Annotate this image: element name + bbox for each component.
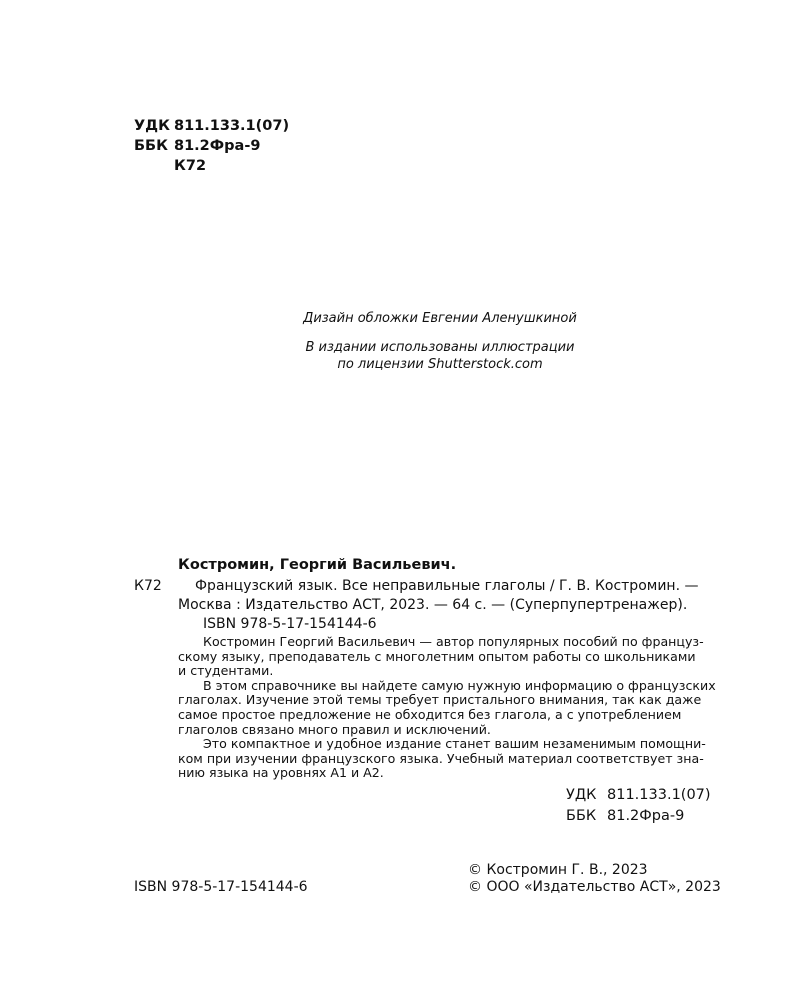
annotation-paragraph-3 [178,737,706,781]
bib-isbn: ISBN 978-5-17-154144-6 [203,616,377,632]
bbk-value: 81.2Фра-9 [174,138,261,154]
cover-design-credit: Дизайн обложки Евгении Аленушкиной [303,311,577,326]
bottom-bbk-row [566,806,711,827]
p1-line-2: скому языку, преподаватель с многолетним опытом работы со школьниками [178,648,696,664]
p3-line-1: Это компактное и удобное издание станет вашим незаменимым помощни- [203,736,706,752]
bottom-bbk-value: 81.2Фра-9 [607,808,685,824]
top-bbk-row [134,136,289,156]
p1-line-3: и студентами. [178,663,274,679]
copyright-publisher: © ООО «Издательство АСТ», 2023 [468,879,721,895]
top-classification [134,116,289,176]
p3-line-3: нию языка на уровнях А1 и А2. [178,765,384,781]
illustrations-line-2: по лицензии Shutterstock.com [337,357,543,372]
udk-value: 811.133.1(07) [174,118,290,134]
illustrations-line-1: В издании использованы иллюстрации [305,340,575,355]
author-mark: К72 [174,158,207,174]
author-heading: Костромин, Георгий Васильевич. [178,557,457,573]
annotation-paragraph-2 [178,677,716,737]
p2-line-4: глаголов связано много правил и исключений. [178,721,491,737]
bib-title-line-2: Москва : Издательство АСТ, 2023. — 64 с. — (Суперпупертренажер). [178,597,688,613]
p1-line-1: Костромин Георгий Васильевич — автор популярных пособий по француз- [203,634,704,649]
bottom-classification [566,785,711,827]
top-author-mark-row [134,156,289,176]
illustrations-credit [300,339,580,373]
annotation [178,634,716,781]
bib-author-mark: К72 [134,578,162,594]
udk-label: УДК [134,118,170,134]
copyright-author: © Костромин Г. В., 2023 [468,862,648,878]
p2-line-2: глаголах. Изучение этой темы требует пристального внимания, так как даже [178,692,702,708]
p2-line-3: самое простое предложение не обходится без глагола, а с употреблением [178,706,682,722]
top-udk-row [134,116,289,136]
bib-title-line-1: Французский язык. Все неправильные глаголы / Г. В. Костромин. — [195,578,699,594]
bbk-label: ББК [134,138,168,154]
p3-line-2: ком при изучении французского языка. Учебный материал соответствует зна- [178,750,704,766]
bottom-udk-label: УДК [566,787,597,803]
bottom-bbk-label: ББК [566,808,597,824]
annotation-paragraph-1 [178,635,706,679]
bottom-udk-row [566,785,711,806]
p2-line-1: В этом справочнике вы найдете самую нужную информацию о французских [203,677,716,693]
footer-isbn: ISBN 978-5-17-154144-6 [134,879,308,895]
bottom-udk-value: 811.133.1(07) [607,787,711,803]
